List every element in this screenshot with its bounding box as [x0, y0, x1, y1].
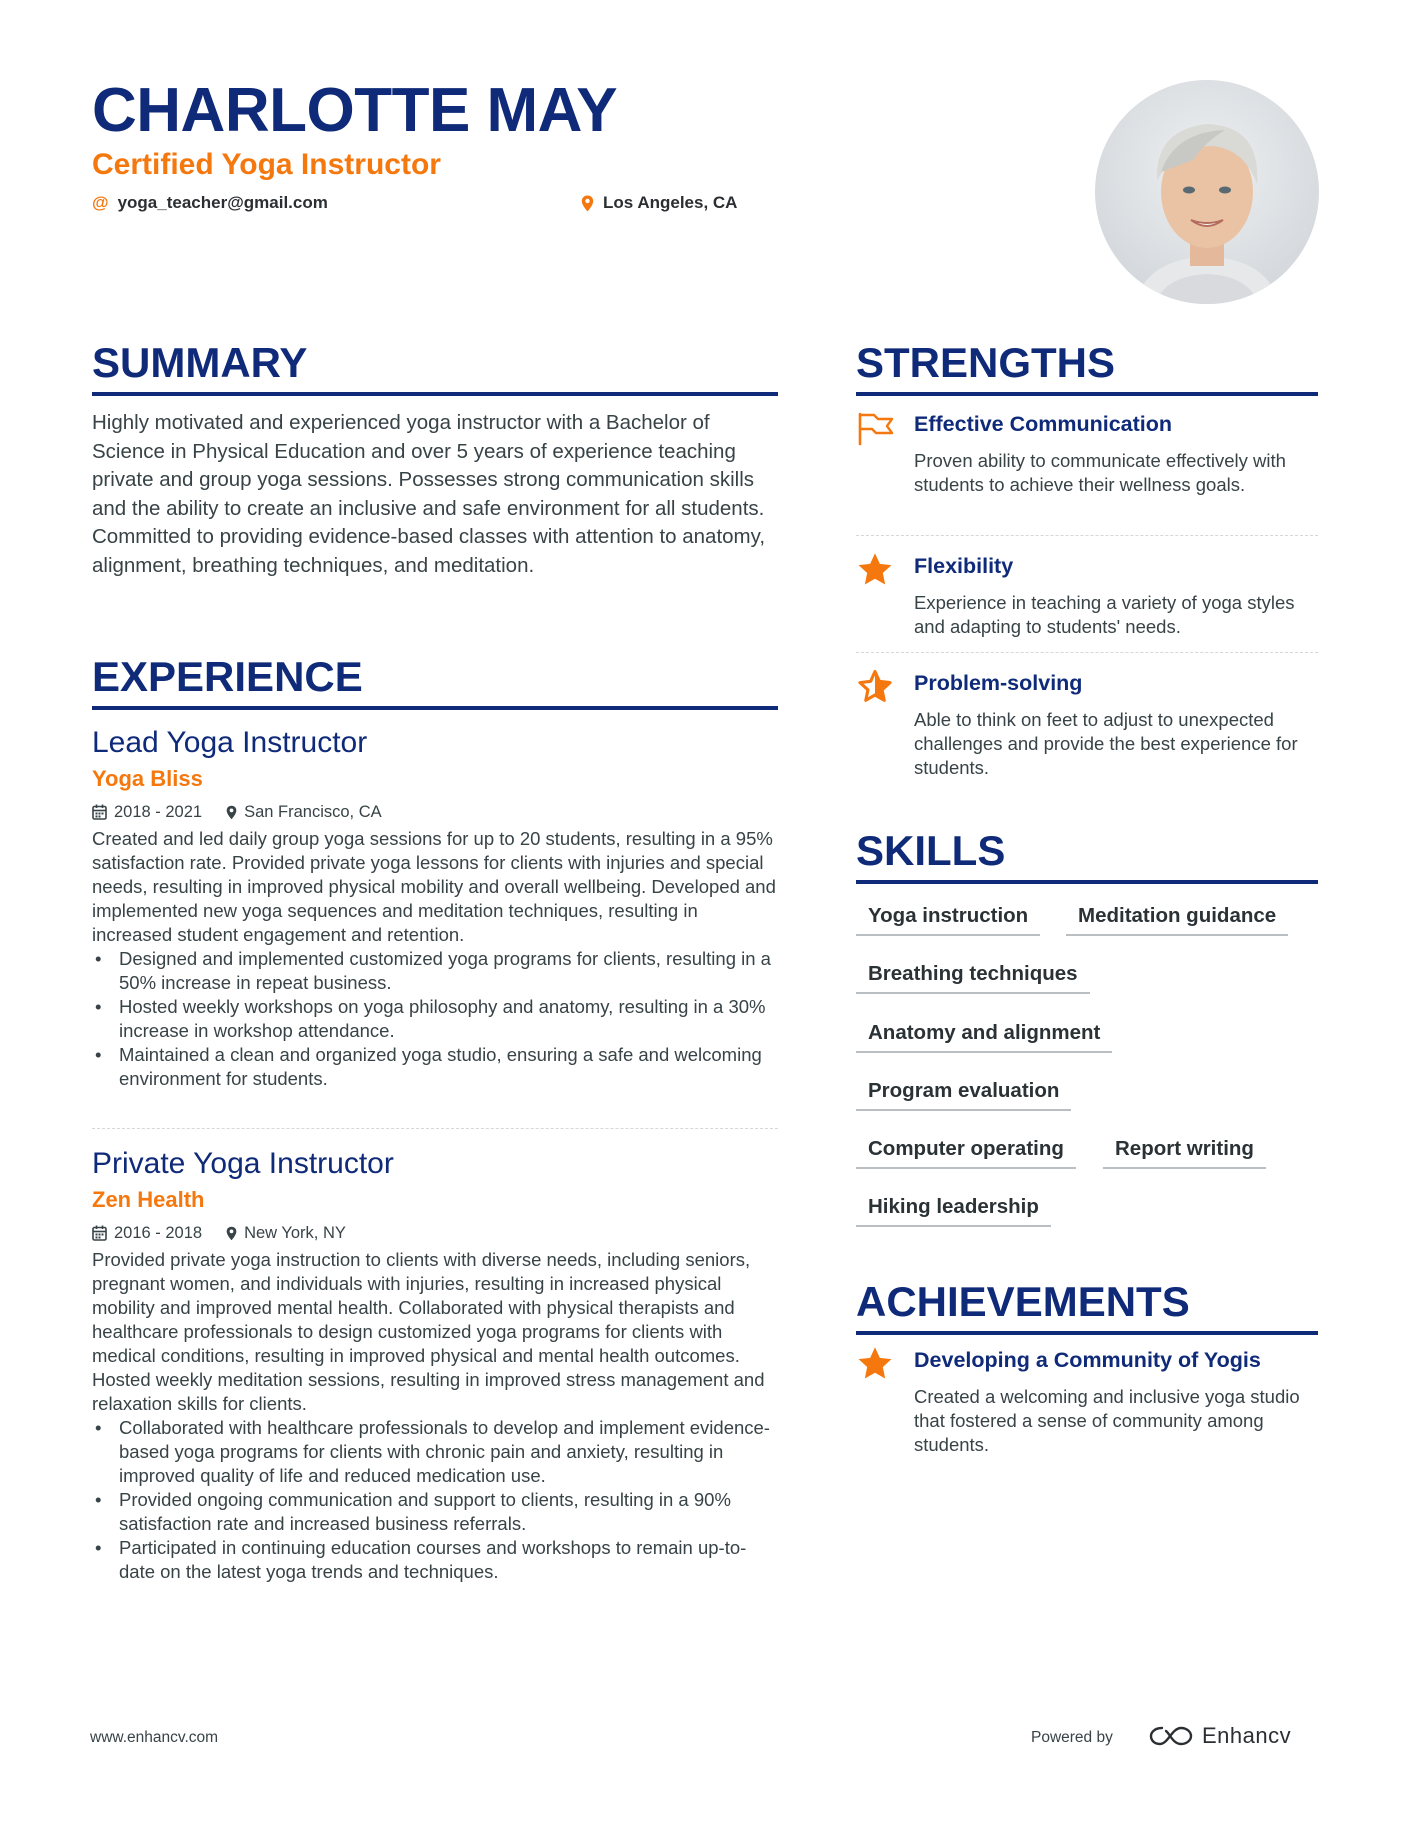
job-bullet: • Designed and implemented customized yoga programs for clients, resulting in a 50% increase in repeat business. — [92, 947, 782, 995]
experience-entry — [92, 725, 782, 1091]
job-location: New York, NY — [226, 1222, 346, 1244]
job-meta — [92, 801, 782, 823]
skill-tag: Breathing techniques — [856, 956, 1090, 994]
experience-heading: EXPERIENCE — [92, 652, 778, 710]
skill-tag: Computer operating — [856, 1131, 1076, 1169]
job-title: Lead Yoga Instructor — [92, 726, 368, 759]
company-name: Zen Health — [92, 1187, 205, 1212]
email-text: yoga_teacher@gmail.com — [117, 193, 328, 212]
at-sign-icon: @ — [92, 193, 109, 212]
job-meta — [92, 1222, 782, 1244]
map-pin-icon — [226, 805, 237, 820]
calendar-icon — [92, 1225, 107, 1241]
job-bullet: • Provided ongoing communication and support to clients, resulting in a 90% satisfaction rate and increased business referrals. — [92, 1488, 782, 1536]
skill-tag: Yoga instruction — [856, 898, 1040, 936]
candidate-name: CHARLOTTE MAY — [92, 76, 618, 145]
skill-tag: Report writing — [1103, 1131, 1266, 1169]
strength-divider — [856, 535, 1318, 536]
summary-text: Highly motivated and experienced yoga instructor with a Bachelor of Science in Physical Education and over 5 years of experience teaching private and group yoga sessions. Possesses strong communication skills and the ability to create an inclusive and safe environment for all students. Committed to providing evidence-based classes with attention to anatomy, alignment, breathing techniques, and meditation. — [92, 411, 766, 577]
job-bullet: • Hosted weekly workshops on yoga philosophy and anatomy, resulting in a 30% increase in workshop attendance. — [92, 995, 782, 1043]
entry-divider — [92, 1128, 778, 1129]
strength-title: Effective Communication — [914, 412, 1173, 436]
profile-photo — [1095, 80, 1319, 304]
job-bullets — [92, 947, 782, 1091]
skill-tag: Program evaluation — [856, 1073, 1071, 1111]
location-text: Los Angeles, CA — [603, 193, 738, 212]
job-bullet: • Maintained a clean and organized yoga studio, ensuring a safe and welcoming environment for students. — [92, 1043, 782, 1091]
summary-heading: SUMMARY — [92, 338, 778, 396]
job-description: Created and led daily group yoga sessions for up to 20 students, resulting in a 95% satisfaction rate. Provided private yoga lessons for clients with injuries and special needs, resulting in improved physical mobility and overall wellbeing. Developed and implemented new yoga sequences and meditation techniques, resulting in increased student engagement and retention. — [92, 828, 776, 945]
enhancv-logo-icon — [1148, 1724, 1194, 1748]
map-pin-icon — [226, 1226, 237, 1241]
candidate-title: Certified Yoga Instructor — [92, 148, 441, 181]
star-filled-icon — [856, 1346, 894, 1382]
job-location: San Francisco, CA — [226, 801, 382, 823]
job-dates: 2016 - 2018 — [92, 1222, 202, 1244]
skills-heading: SKILLS — [856, 826, 1318, 884]
footer-powered-by: Powered by — [1031, 1729, 1113, 1746]
flag-icon — [858, 412, 894, 446]
strength-title: Flexibility — [914, 554, 1014, 578]
footer-website[interactable]: www.enhancv.com — [90, 1729, 219, 1746]
calendar-icon — [92, 804, 107, 820]
achievements-heading: ACHIEVEMENTS — [856, 1277, 1318, 1335]
job-bullet: • Collaborated with healthcare professionals to develop and implement evidence-based yoga programs for clients with chronic pain and anxiety, resulting in improved quality of life and reduced medication use. — [92, 1416, 782, 1488]
map-pin-icon — [581, 195, 594, 212]
company-name: Yoga Bliss — [92, 766, 203, 791]
achievement-title: Developing a Community of Yogis — [914, 1348, 1261, 1372]
strength-divider — [856, 652, 1318, 653]
strength-description: Proven ability to communicate effectively with students to achieve their wellness goals. — [914, 450, 1286, 495]
strength-description: Able to think on feet to adjust to unexpected challenges and provide the best experience for students. — [914, 709, 1298, 778]
strengths-heading: STRENGTHS — [856, 338, 1318, 396]
job-dates: 2018 - 2021 — [92, 801, 202, 823]
star-outline-icon — [856, 669, 894, 705]
location-contact — [581, 192, 737, 214]
email-contact[interactable] — [92, 192, 328, 214]
strength-description: Experience in teaching a variety of yoga styles and adapting to students' needs. — [914, 592, 1295, 637]
experience-entry — [92, 1146, 782, 1584]
job-description: Provided private yoga instruction to clients with diverse needs, including seniors, pregnant women, and individuals with injuries, resulting in increased physical mobility and improved mental health. Collaborated with physical therapists and healthcare professionals to design customized yoga programs for clients with medical conditions, resulting in improved physical and mental health outcomes. Hosted weekly meditation sessions, resulting in improved stress management and relaxation skills for clients. — [92, 1249, 765, 1414]
star-filled-icon — [856, 552, 894, 588]
skill-tag: Meditation guidance — [1066, 898, 1288, 936]
strength-title: Problem-solving — [914, 671, 1083, 695]
job-bullet: • Participated in continuing education courses and workshops to remain up-to-date on the latest yoga trends and techniques. — [92, 1536, 782, 1584]
skill-tag: Hiking leadership — [856, 1189, 1051, 1227]
job-bullets — [92, 1416, 782, 1584]
achievement-description: Created a welcoming and inclusive yoga studio that fostered a sense of community among students. — [914, 1386, 1300, 1455]
brand-name: Enhancv — [1202, 1723, 1292, 1748]
job-title: Private Yoga Instructor — [92, 1147, 394, 1180]
enhancv-logo[interactable] — [1148, 1723, 1291, 1749]
skill-tag: Anatomy and alignment — [856, 1015, 1112, 1053]
